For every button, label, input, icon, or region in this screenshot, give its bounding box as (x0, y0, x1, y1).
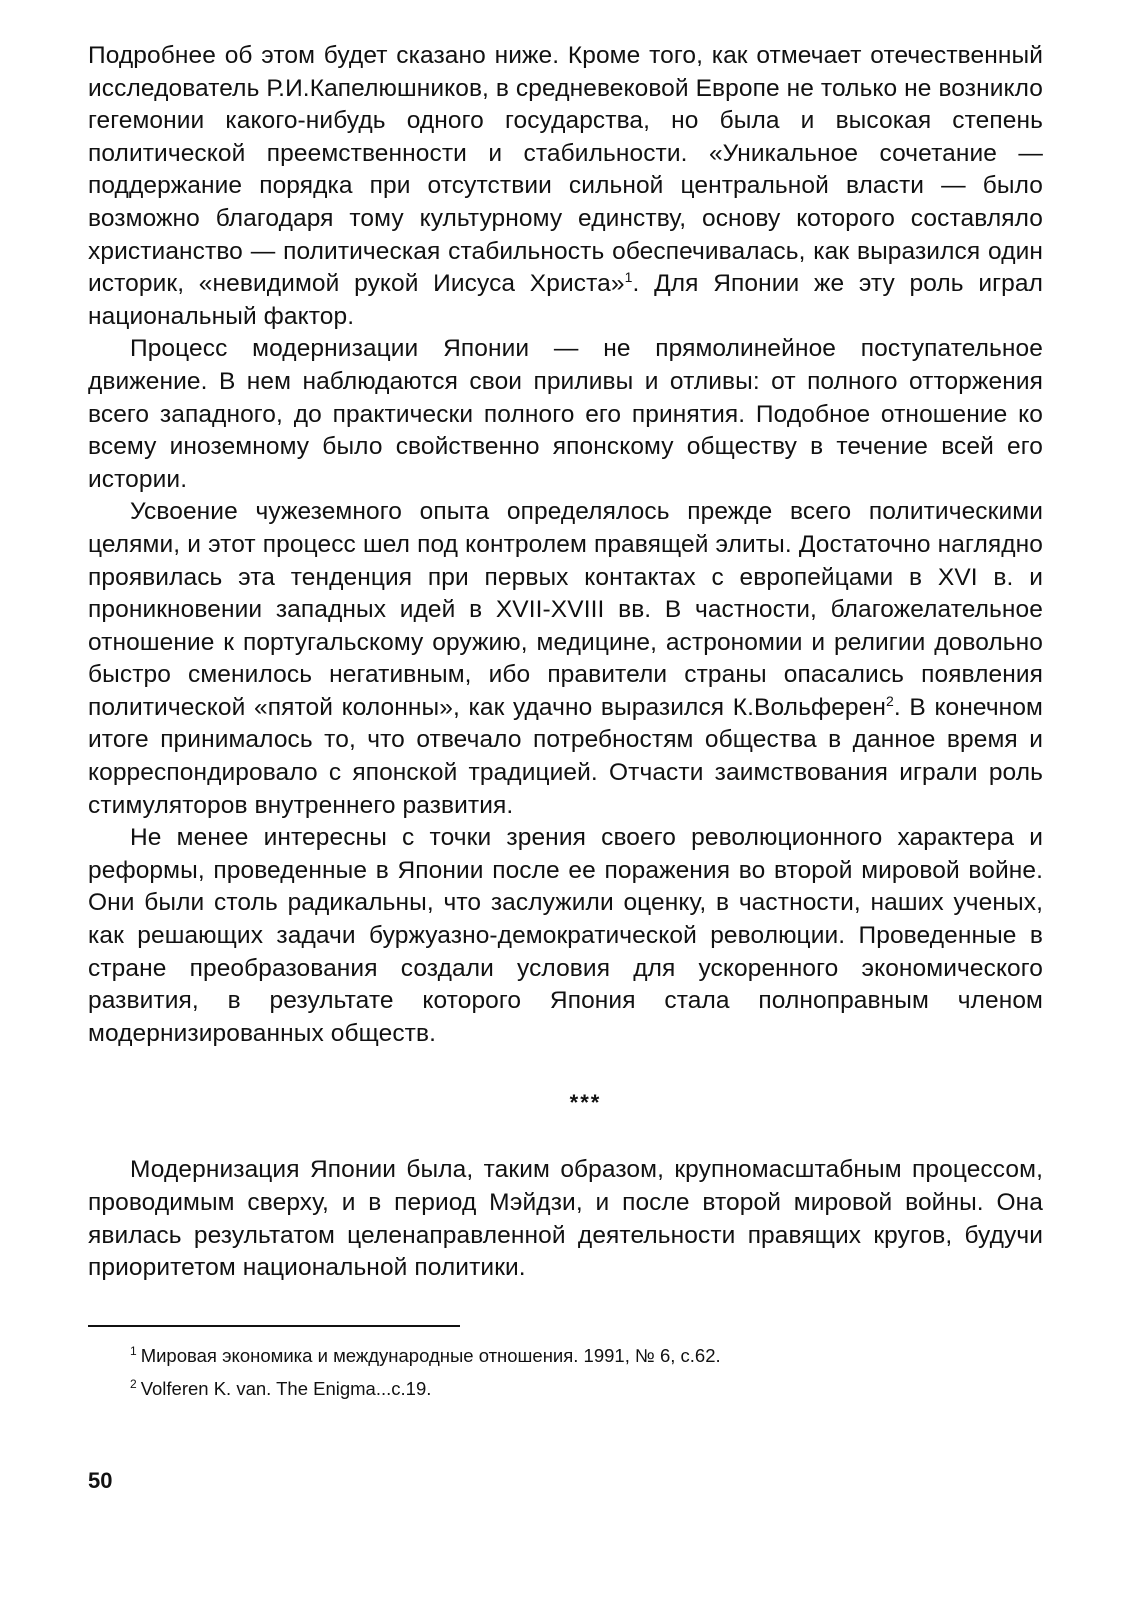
footnote-1-mark: 1 (130, 1343, 137, 1358)
paragraph-1 (88, 40, 1043, 333)
paragraph-3-text: Усвоение чужеземного опыта определялось прежде всего политическими целями, и этот процесс шел под контролем правящей элиты. Достаточно наглядно проявилась эта тенденция при первых контактах с европейцами в XVI в. и проникновении западных идей в XVII-XVIII вв. В частности, благожелательное отношение к португальскому оружию, медицине, астрономии и религии довольно быстро сменилось негативным, ибо правители страны опасались появления политической «пятой колонны», как удачно выразился К.Вольферен (88, 498, 1043, 721)
footnote-1-text: Мировая экономика и международные отношения. 1991, № 6, с.62. (140, 1344, 721, 1366)
footnote-2 (88, 1372, 1043, 1405)
footnote-2-text: Volferen K. van. The Enigma...c.19. (140, 1377, 432, 1399)
page-body (88, 40, 1043, 1405)
footnote-ref-1[interactable]: 1 (624, 269, 633, 285)
conclusion-paragraph: Модернизация Японии была, таким образом, крупномасштабным процессом, проводимым сверху, и в период Мэйдзи, и после второй мировой войны. Она явилась результатом целенаправленной деятельности правящих кругов, будучи приоритетом национальной политики. (88, 1156, 1043, 1282)
section-separator: *** (569, 1090, 602, 1116)
page-number: 50 (88, 1468, 113, 1493)
footnote-1 (88, 1339, 1043, 1372)
paragraph-1-text-end: . Для Японии же эту роль играл национальный фактор. (88, 270, 1043, 330)
paragraph-3-text-end: . В конечном итоге принималось то, что отвечало потребностям общества в данное время и корреспондировало с японской традицией. Отчасти заимствования играли роль стимуляторов внутреннего развития. (88, 693, 1043, 819)
paragraph-1-text: Подробнее об этом будет сказано ниже. Кроме того, как отмечает отечественный исследователь Р.И.Капелюшников, в средневековой Европе не только не возникло гегемонии какого-нибудь одного государства, но была и высокая степень политической преемственности и стабильности. «Уникальное сочетание — поддержание порядка при отсутствии сильной центральной власти — было возможно благодаря тому культурному единству, основу которого составляло христианство — политическая стабильность обеспечивалась, как выразился один историк, «невидимой рукой Иисуса Христа» (88, 42, 1043, 298)
footnote-2-mark: 2 (130, 1376, 137, 1391)
paragraph-3 (88, 496, 1043, 822)
footnote-divider (88, 1325, 460, 1327)
footnote-ref-2[interactable]: 2 (886, 692, 894, 709)
paragraph-4: Не менее интересны с точки зрения своего революционного характера и реформы, проведенные в Японии после ее поражения во второй мировой войне. Они были столь радикальны, что заслужили оценку, в частности, наших ученых, как решающих задачи буржуазно-демократической революции. Проведенные в стране преобразования создали условия для ускоренного экономического развития, в результате которого Япония стала полноправным членом модернизированных обществ. (88, 824, 1043, 1047)
paragraph-2: Процесс модернизации Японии — не прямолинейное поступательное движение. В нем наблюдаются свои приливы и отливы: от полного отторжения всего западного, до практически полного его принятия. Подобное отношение ко всему иноземному было свойственно японскому обществу в течение всей его истории. (88, 335, 1043, 493)
